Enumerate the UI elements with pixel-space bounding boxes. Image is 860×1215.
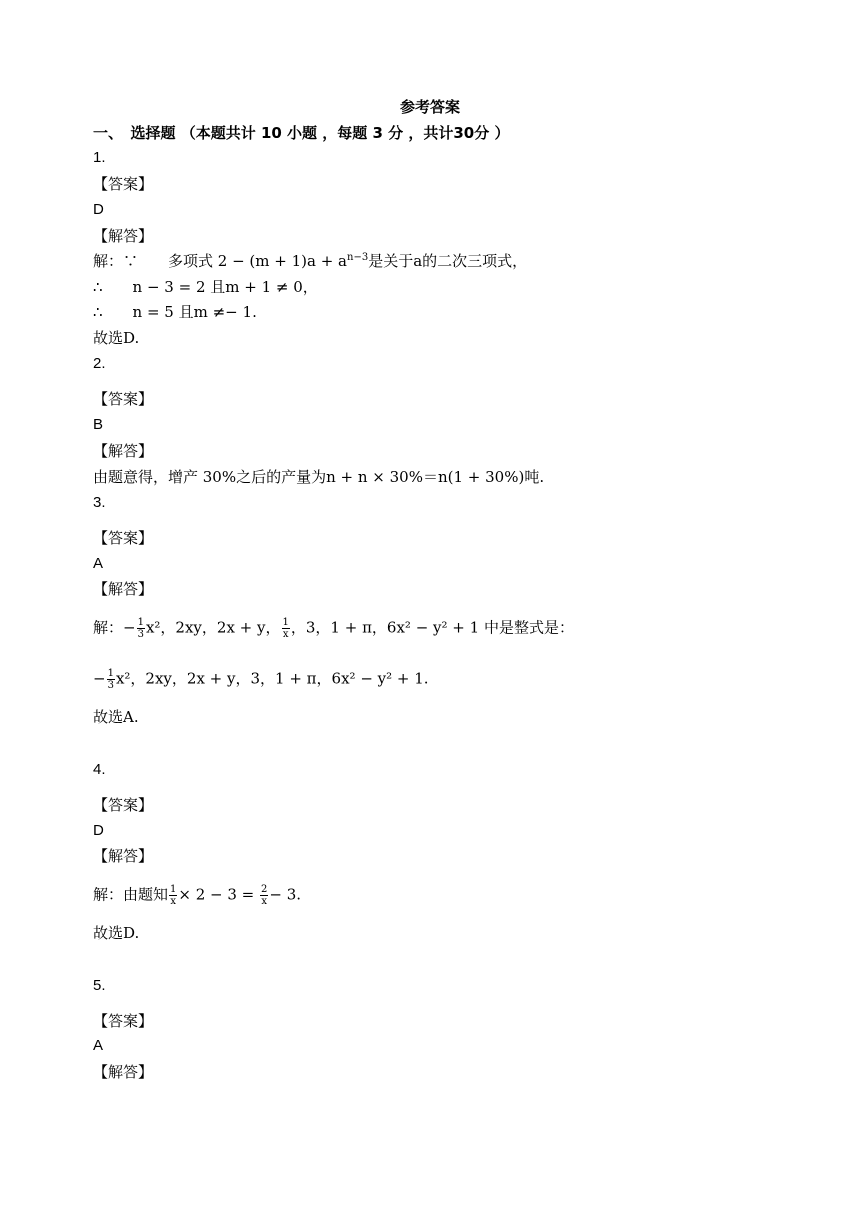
solution-prefix: 解：∵ [93, 252, 139, 270]
solution-line [93, 617, 574, 640]
solution-line [93, 251, 527, 271]
question-number: 5. [93, 977, 106, 994]
question-number: 1. [93, 149, 106, 166]
analysis-label: 【解答】 [93, 580, 154, 598]
solution-line [93, 884, 301, 907]
page-title: 参考答案 [399, 98, 460, 116]
solution-line [93, 668, 429, 691]
answer-label: 【答案】 [93, 175, 154, 193]
fraction: $\frac{1}{3}$ [137, 617, 144, 640]
answer-label: 【答案】 [93, 529, 154, 547]
fraction: $\frac{2}{x}$ [261, 884, 268, 907]
solution-prefix: − [93, 669, 106, 688]
answer-value: B [93, 416, 104, 433]
solution-line [93, 277, 318, 297]
conclusion: 故选D. [93, 329, 140, 347]
solution-suffix: 是关于a的二次三项式， [368, 252, 528, 270]
therefore-symbol: ∴ [93, 303, 103, 321]
solution-text: x²，2xy，2x + y，3，1 + π，6x² − y² + 1. [115, 669, 429, 688]
conclusion: 故选D. [93, 924, 140, 942]
answer-value: D [93, 822, 104, 839]
fraction: $\frac{1}{x}$ [282, 617, 289, 640]
question-number: 2. [93, 355, 106, 372]
solution-text: n − 3 = 2 且m + 1 ≠ 0， [132, 278, 318, 296]
solution-text: − 3. [269, 885, 302, 904]
question-number: 3. [93, 494, 106, 511]
therefore-symbol: ∴ [93, 278, 103, 296]
exponent: n−3 [347, 252, 369, 263]
answer-label: 【答案】 [93, 390, 154, 408]
analysis-label: 【解答】 [93, 227, 154, 245]
solution-line: 由题意得，增产 30%之后的产量为n + n × 30%＝n(1 + 30%)吨. [93, 468, 545, 486]
solution-text: n = 5 且m ≠− 1. [132, 303, 257, 321]
answer-label: 【答案】 [93, 796, 154, 814]
solution-prefix: 解：− [93, 618, 136, 637]
analysis-label: 【解答】 [93, 442, 154, 460]
answer-label: 【答案】 [93, 1012, 154, 1030]
solution-line [93, 302, 257, 322]
answer-value: A [93, 555, 104, 572]
solution-text: ，3，1 + π，6x² − y² + 1 中是整式是： [290, 618, 574, 637]
solution-text: 多项式 2 − (m + 1)a + a [168, 252, 347, 270]
analysis-label: 【解答】 [93, 847, 154, 865]
fraction: $\frac{1}{3}$ [107, 668, 114, 691]
answer-value: A [93, 1037, 104, 1054]
question-number: 4. [93, 761, 106, 778]
answer-value: D [93, 201, 104, 218]
fraction: $\frac{1}{x}$ [170, 884, 177, 907]
solution-text: x²，2xy，2x + y， [145, 618, 281, 637]
conclusion: 故选A. [93, 708, 139, 726]
solution-text: × 2 − 3 = [178, 885, 255, 904]
section-heading: 一、 选择题 （本题共计 10 小题 ，每题 3 分 ，共计30分 ） [93, 124, 510, 142]
solution-prefix: 解：由题知 [93, 885, 169, 904]
analysis-label: 【解答】 [93, 1063, 154, 1081]
